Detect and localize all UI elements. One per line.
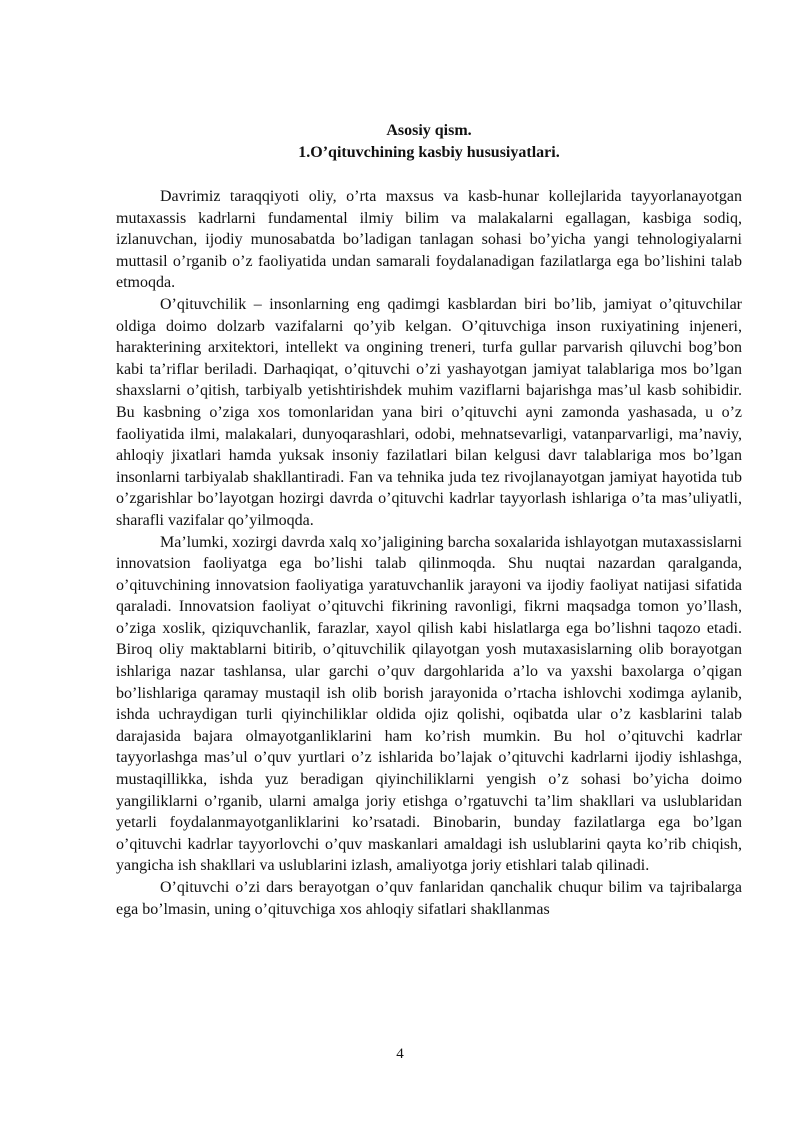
paragraph-1: Davrimiz taraqqiyoti oliy, o’rta maxsus va kasb-hunar kollejlarida tayyorlanayotgan mutaxassis kadrlarni fundamental ilmiy bilim va malakalarni egallagan, kasbiga sodiq, izlanuvchan, ijodiy munosabatda bo’ladigan tanlagan sohasi bo’yicha yangi tehnologiyalarni muttasil o’rganib o’z faoliyatida undan samarali foydalanadigan fazilatlarga ega bo’lishini talab etmoqda. — [116, 188, 742, 292]
chapter-heading: 1.O’qituvchining kasbiy hususiyatlari. — [298, 144, 560, 161]
section-heading: Asosiy qism. — [386, 122, 472, 139]
page-content — [116, 118, 742, 920]
paragraph-3: Ma’lumki, xozirgi davrda xalq xo’jaligining barcha soxalarida ishlayotgan mutaxassislarni innovatsion faoliyatga ega bo’lishi talab qilinmoqda. Shu nuqtai nazardan qaralganda, o’qituvchining innovatsion faoliyatiga yaratuvchanlik jarayoni va ijodiy faoliyat natijasi sifatida qaraladi. Innovatsion faoliyat o’qituvchi fikrining ravonligi, fikrni maqsadga tomon yo’llash, o’ziga xoslik, qiziquvchanlik, farazlar, xayol qilish kabi hislatlarga ega bo’lishni taqozo etadi. Biroq oliy maktablarni bitirib, o’qituvchilik qilayotgan yosh mutaxasislarning olib borayotgan ishlariga nazar tashlansa, ular garchi o’quv dargohlarida a’lo va yaxshi baxolarga o’qigan bo’lishlariga qaramay mustaqil ish olib borish jarayonida o’rtacha ishlovchi xodimga aylanib, ishda uchraydigan turli qiyinchiliklar oldida ojiz qolishi, oqibatda ular o’z kasblarini talab darajasida bajara olmayotganliklarini ham ko’rish mumkin. Bu hol o’qituvchi kadrlar tayyorlashga mas’ul o’quv yurtlari o’z ishlarida bo’lajak o’qituvchi kadrlarni ijodiy ishlashga, mustaqillikka, ishda yuz beradigan qiyinchiliklarni yengish o’z sohasi bo’yicha doimo yangiliklarni o’rganib, ularni amalga joriy etishga o’rgatuvchi ta’lim shakllari va uslublaridan yetarli foydalanmayotganliklarini ko’rsatadi. Binobarin, bunday fazilatlarga ega bo’lgan o’qituvchi kadrlar tayyorlovchi o’quv maskanlari amaldagi ish uslublarini qayta ko’rib chiqish, yangicha ish shakllari va uslublarini izlash, amaliyotga joriy etishlari talab qilinadi. — [116, 533, 742, 875]
page-number: 4 — [396, 1046, 404, 1062]
paragraph-2: O’qituvchilik – insonlarning eng qadimgi kasblardan biri bo’lib, jamiyat o’qituvchilar oldiga doimo dolzarb vazifalarni qo’yib kelgan. O’qituvchiga inson ruxiyatining injeneri, harakterining arxitektori, intellekt va ongining treneri, turfa gullar parvarish qiluvchi bog’bon kabi ta’riflar beriladi. Darhaqiqat, o’qituvchi o’zi yashayotgan jamiyat talablariga mos bo’lgan shaxslarni o’qitish, tarbiyalb yetishtirishdek muhim vaziflarni bajarishga mas’ul kasb sohibidir. Bu kasbning o’ziga xos tomonlaridan yana biri o’qituvchi ayni zamonda yashasada, u o’z faoliyatida ilmi, malakalari, dunyoqarashlari, odobi, mehnatsevarligi, vatanparvarligi, ma’naviy, ahloqiy jixatlari hamda yuksak insoniy fazilatlari bilan kelgusi davr talablariga mos bo’lgan insonlarni tarbiyalab shakllantiradi. Fan va tehnika juda tez rivojlanayotgan jamiyat hayotida tub o’zgarishlar bo’layotgan hozirgi davrda o’qituvchi kadrlar tayyorlash ishlariga o’ta mas’uliyatli, sharafli vazifalar qo’yilmoqda. — [116, 295, 742, 529]
paragraph-4: O’qituvchi o’zi dars berayotgan o’quv fanlaridan qanchalik chuqur bilim va tajribalarga ega bo’lmasin, uning o’qituvchiga xos ahloqiy sifatlari shakllanmas — [116, 879, 742, 918]
